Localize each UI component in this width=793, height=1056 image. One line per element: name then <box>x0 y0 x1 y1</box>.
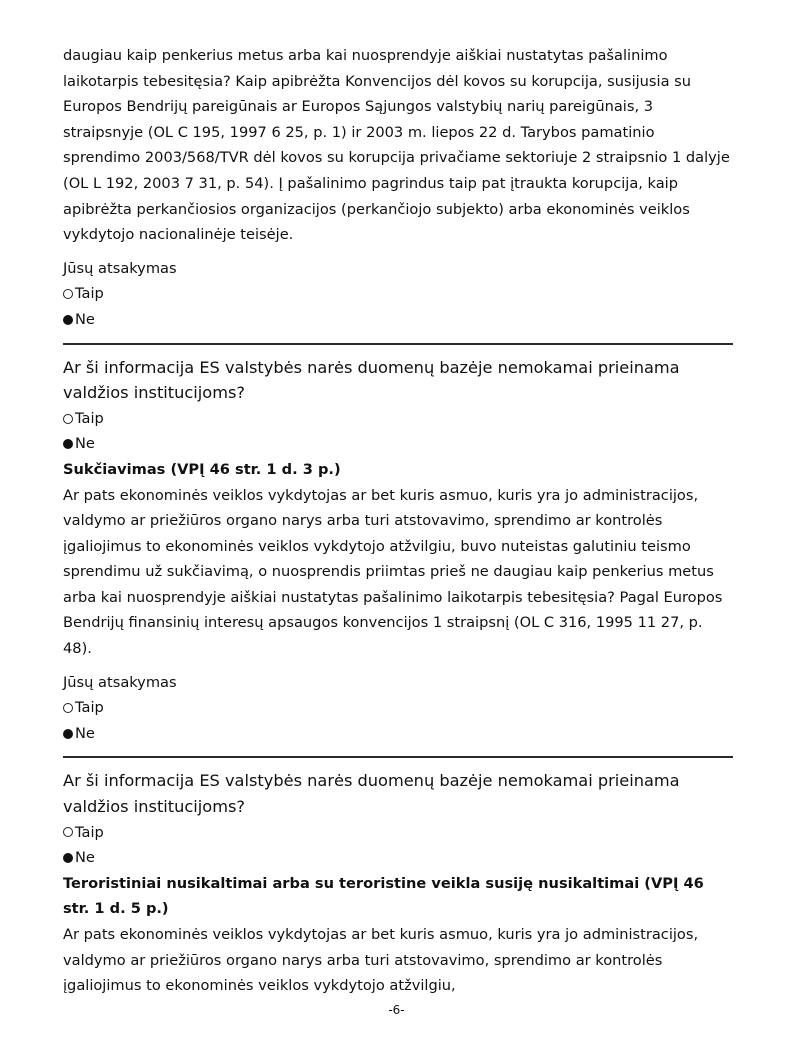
option-no[interactable] <box>63 845 733 871</box>
option-no[interactable] <box>63 307 733 333</box>
radio-filled-icon[interactable] <box>63 315 73 325</box>
option-yes-label: Taip <box>75 699 104 717</box>
option-yes[interactable] <box>63 695 733 721</box>
fraud-heading: Sukčiavimas (VPĮ 46 str. 1 d. 3 p.) <box>63 460 341 478</box>
answer-label: Jūsų atsakymas <box>63 673 177 691</box>
radio-empty-icon[interactable] <box>63 414 73 424</box>
db-question: Ar ši informacija ES valstybės narės duomenų bazėje nemokamai prieinama valdžios institucijoms? <box>63 771 680 817</box>
radio-empty-icon[interactable] <box>63 827 73 837</box>
option-yes-label: Taip <box>75 285 104 303</box>
option-yes[interactable] <box>63 406 733 432</box>
corruption-text: daugiau kaip penkerius metus arba kai nuosprendyje aiškiai nustatytas pašalinimo laikotarpis tebesitęsia? Kaip apibrėžta Konvencijos dėl kovos su korupcija, susijusia su Europos Bendrijų pareigūnais ar Europos Sąjungos valstybių narių pareigūnais, 3 straipsnyje (OL C 195, 1997 6 25, p. 1) ir 2003 m. liepos 22 d. Tarybos pamatinio sprendimo 2003/568/TVR dėl kovos su korupcija privačiame sektoriuje 2 straipsnio 1 dalyje (OL L 192, 2003 7 31, p. 54). Į pašalinimo pagrindus taip pat įtraukta korupcija, kaip apibrėžta perkančiosios organizacijos (perkančiojo subjekto) arba ekonominės veiklos vykdytojo nacionalinėje teisėje. <box>63 47 730 244</box>
option-no[interactable] <box>63 431 733 457</box>
radio-filled-icon[interactable] <box>63 853 73 863</box>
answer-label: Jūsų atsakymas <box>63 259 177 277</box>
option-no[interactable] <box>63 721 733 747</box>
option-yes-label: Taip <box>75 823 104 841</box>
section-divider <box>63 343 733 345</box>
option-yes[interactable] <box>63 281 733 307</box>
option-no-label: Ne <box>75 310 95 328</box>
radio-empty-icon[interactable] <box>63 703 73 713</box>
option-no-label: Ne <box>75 849 95 867</box>
option-yes[interactable] <box>63 820 733 846</box>
terror-heading: Teroristiniai nusikaltimai arba su teroristine veikla susiję nusikaltimai (VPĮ 46 str. 1 d. 5 p.) <box>63 874 704 918</box>
option-no-label: Ne <box>75 435 95 453</box>
radio-filled-icon[interactable] <box>63 439 73 449</box>
terror-text: Ar pats ekonominės veiklos vykdytojas ar bet kuris asmuo, kuris yra jo administracijos, valdymo ar priežiūros organo narys arba turi atstovavimo, sprendimo ar kontrolės įgaliojimus to ekonominės veiklos vykdytojo atžvilgiu, <box>63 926 699 995</box>
option-yes-label: Taip <box>75 409 104 427</box>
db-question: Ar ši informacija ES valstybės narės duomenų bazėje nemokamai prieinama valdžios institucijoms? <box>63 357 680 403</box>
fraud-text: Ar pats ekonominės veiklos vykdytojas ar bet kuris asmuo, kuris yra jo administracijos, valdymo ar priežiūros organo narys arba turi atstovavimo, sprendimo ar kontrolės įgaliojimus to ekonominės veiklos vykdytojo atžvilgiu, buvo nuteistas galutiniu teismo sprendimu už sukčiavimą, o nuosprendis priimtas prieš ne daugiau kaip penkerius metus arba kai nuosprendyje aiškiai nustatytas pašalinimo laikotarpis tebesitęsia? Pagal Europos Bendrijų finansinių interesų apsaugos konvencijos 1 straipsnį (OL C 316, 1995 11 27, p. 48). <box>63 486 723 658</box>
document-page <box>63 43 733 999</box>
radio-empty-icon[interactable] <box>63 289 73 299</box>
section-divider <box>63 756 733 758</box>
page-number: -6- <box>388 1003 405 1017</box>
radio-filled-icon[interactable] <box>63 729 73 739</box>
option-no-label: Ne <box>75 724 95 742</box>
